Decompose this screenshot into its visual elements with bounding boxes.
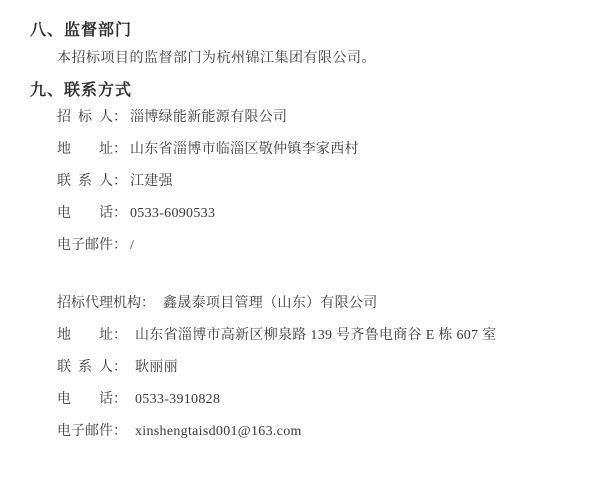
tenderer-email-label: 电子邮件 — [57, 238, 113, 253]
agency-contact-person-row — [57, 352, 580, 384]
label-colon: ： — [141, 296, 155, 311]
tenderer-contact-person-label: 联系人 — [57, 174, 113, 189]
label-colon: ： — [113, 424, 127, 439]
agency-email-row — [57, 416, 580, 448]
tenderer-address-label: 地址 — [57, 142, 113, 157]
agency-phone-value: 0533-3910828 — [135, 392, 221, 407]
tenderer-name-value: 淄博绿能新能源有限公司 — [130, 110, 288, 125]
agency-address-value: 山东省淄博市高新区柳泉路 139 号齐鲁电商谷 E 栋 607 室 — [135, 328, 497, 343]
section-heading-contact: 九、联系方式 — [30, 82, 133, 99]
tenderer-name-row — [57, 102, 580, 134]
label-colon: ： — [113, 392, 127, 407]
agency-name-label: 招标代理机构 — [57, 296, 141, 311]
agency-phone-row — [57, 384, 580, 416]
label-colon: ： — [113, 174, 127, 189]
label-colon: ： — [113, 206, 127, 221]
tenderer-address-row — [57, 134, 580, 166]
tenderer-phone-value: 0533-6090533 — [130, 206, 216, 221]
agency-address-label: 地址 — [57, 328, 113, 343]
tenderer-contact-person-row — [57, 166, 580, 198]
tenderer-phone-row — [57, 198, 580, 230]
section-heading-supervision: 八、监督部门 — [30, 22, 133, 39]
label-colon: ： — [113, 142, 127, 157]
agency-contact-person-value: 耿丽丽 — [135, 360, 178, 375]
supervision-body-text: 本招标项目的监督部门为杭州锦江集团有限公司。 — [57, 51, 376, 66]
agency-phone-label: 电话 — [57, 392, 113, 407]
label-colon: ： — [113, 238, 127, 253]
label-colon: ： — [113, 110, 127, 125]
agency-email-value: xinshengtaisd001@163.com — [135, 424, 302, 439]
tenderer-contact-person-value: 江建强 — [130, 174, 173, 189]
tenderer-phone-label: 电话 — [57, 206, 113, 221]
agency-email-label: 电子邮件 — [57, 424, 113, 439]
agency-name-row — [57, 288, 580, 320]
agency-address-row — [57, 320, 580, 352]
agency-name-value: 鑫晟泰项目管理（山东）有限公司 — [163, 296, 378, 311]
label-colon: ： — [113, 360, 127, 375]
agency-contact-block — [57, 288, 580, 448]
tenderer-name-label: 招标人 — [57, 110, 113, 125]
tenderer-email-row — [57, 230, 580, 262]
tenderer-email-value: / — [130, 238, 135, 253]
label-colon: ： — [113, 328, 127, 343]
tenderer-contact-block — [57, 102, 580, 262]
agency-contact-person-label: 联系人 — [57, 360, 113, 375]
tenderer-address-value: 山东省淄博市临淄区敬仲镇李家西村 — [130, 142, 359, 157]
document-page — [0, 20, 600, 503]
